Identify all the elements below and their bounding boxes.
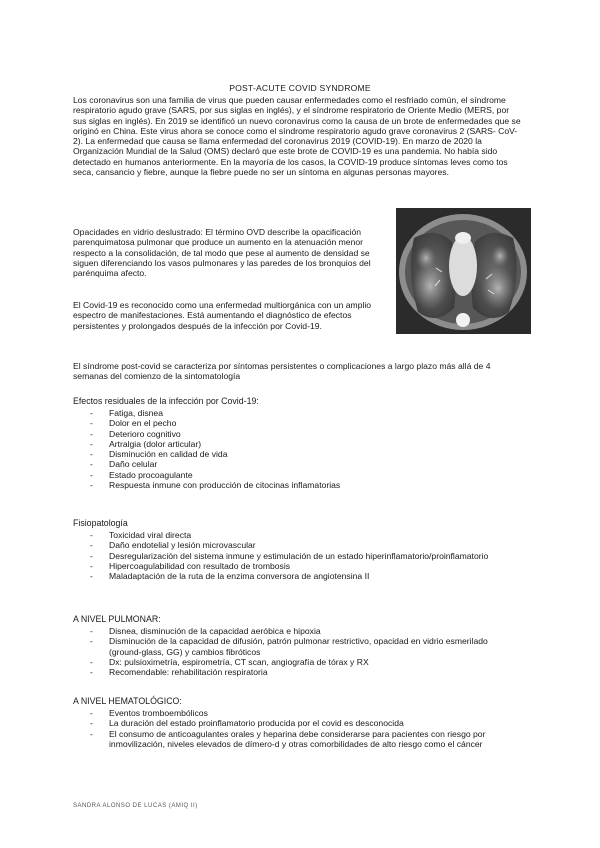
pulmonar-heading: A NIVEL PULMONAR: (73, 614, 161, 624)
list-item: - Toxicidad viral directa (90, 530, 192, 540)
fisiopatologia-heading: Fisiopatología (73, 518, 128, 528)
pulmonar-list (73, 626, 513, 677)
list-item: - Hipercoagulabilidad con resultado de trombosis (90, 560, 291, 571)
list-item: - Dolor en el pecho (90, 418, 177, 429)
covid-multiorgan-paragraph: El Covid-19 es reconocido como una enfermedad multiorgánica con un amplio espectro de manifestaciones. Está aumentando el diagnóstico de efectos persistentes y prolongados después de la infección por Covid-19. (73, 300, 372, 331)
post-covid-paragraph: El síndrome post-covid se caracteriza por síntomas persistentes o complicaciones a largo plazo más allá de 4 semanas del comienzo de la sintomatología (73, 361, 491, 382)
list-item: - Daño celular (90, 459, 158, 470)
list-item: - La duración del estado proinflamatorio producida por el covid es desconocida (90, 718, 404, 729)
list-item: - Disnea, disminución de la capacidad aeróbica e hipoxia (90, 626, 321, 636)
list-item: - Disminución de la capacidad de difusión, patrón pulmonar restrictivo, opacidad en vidrio esmerilado (ground-glass, GG) y cambios fibróticos (90, 636, 488, 657)
efectos-list (73, 408, 513, 490)
intro-paragraph: Los coronavirus son una familia de virus que pueden causar enfermedades como el resfriado común, el síndrome respiratorio agudo grave (SARS, por sus siglas en inglés), y el síndrome respiratorio de Oriente Medio (MERS, por sus siglas en inglés). En 2019 se identificó un nuevo coronavirus como la causa de un brote de enfermedades que se originó en China. Este virus ahora se conoce como el síndrome respiratorio agudo grave coronavirus 2 (SARS- CoV-2). La enfermedad que causa se llama enfermedad del coronavirus 2019 (COVID-19). En marzo de 2020 la Organización Mundial de la Salud (OMS) declaró que este brote de COVID-19 es una pandemia. No había sido detectado en humanos anteriormente. En la mayoría de los casos, la COVID-19 produce síntomas leves como tos seca, cansancio y fiebre, aunque la fiebre puede no ser un síntoma en algunas personas mayores. (73, 95, 521, 178)
list-item: - Eventos tromboembólicos (90, 708, 208, 718)
efectos-heading: Efectos residuales de la infección por Covid-19: (73, 396, 259, 406)
list-item: - Maladaptación de la ruta de la enzima conversora de angiotensina II (90, 571, 370, 582)
list-item: - Deterioro cognitivo (90, 428, 181, 439)
list-item: - Desregularización del sistema inmune y estimulación de un estado hiperinflamatorio/proinflamatorio (90, 550, 489, 561)
list-item: - Disminución en calidad de vida (90, 449, 228, 460)
ct-scan-icon (396, 208, 531, 334)
hematologico-heading: A NIVEL HEMATOLÓGICO: (73, 696, 182, 706)
document-title: POST-ACUTE COVID SYNDROME (229, 83, 371, 93)
ct-scan-lung-image (396, 208, 531, 334)
hematologico-list (73, 708, 513, 749)
list-item: - Estado procoagulante (90, 469, 193, 480)
list-item: - Artralgia (dolor articular) (90, 438, 202, 449)
list-item: - El consumo de anticoagulantes orales y heparina debe considerarse para pacientes con riesgo por inmovilización, niveles elevados de dímero-d y otras comorbilidades de alto riesgo como el cáncer (90, 728, 486, 749)
list-item: - Daño endotelial y lesión microvascular (90, 540, 256, 551)
list-item: - Dx: pulsioximetría, espirometría, CT scan, angiografía de tórax y RX (90, 656, 369, 667)
list-item: - Respuesta inmune con producción de citocinas inflamatorias (90, 480, 341, 491)
footer-author: SANDRA ALONSO DE LUCAS (AMIQ II) (73, 803, 198, 809)
fisiopatologia-list (73, 530, 513, 581)
list-item: - Fatiga, disnea (90, 408, 163, 418)
list-item: - Recomendable: rehabilitación respiratoria (90, 667, 268, 678)
ovd-paragraph: Opacidades en vidrio deslustrado: El término OVD describe la opacificación parenquimatosa pulmonar que produce un aumento en la atenuación menor respecto a la consolidación, de tal modo que pese al aumento de densidad se siguen diferenciando los vasos pulmonares y las paredes de los bronquios del parénquima afecto. (73, 227, 371, 279)
